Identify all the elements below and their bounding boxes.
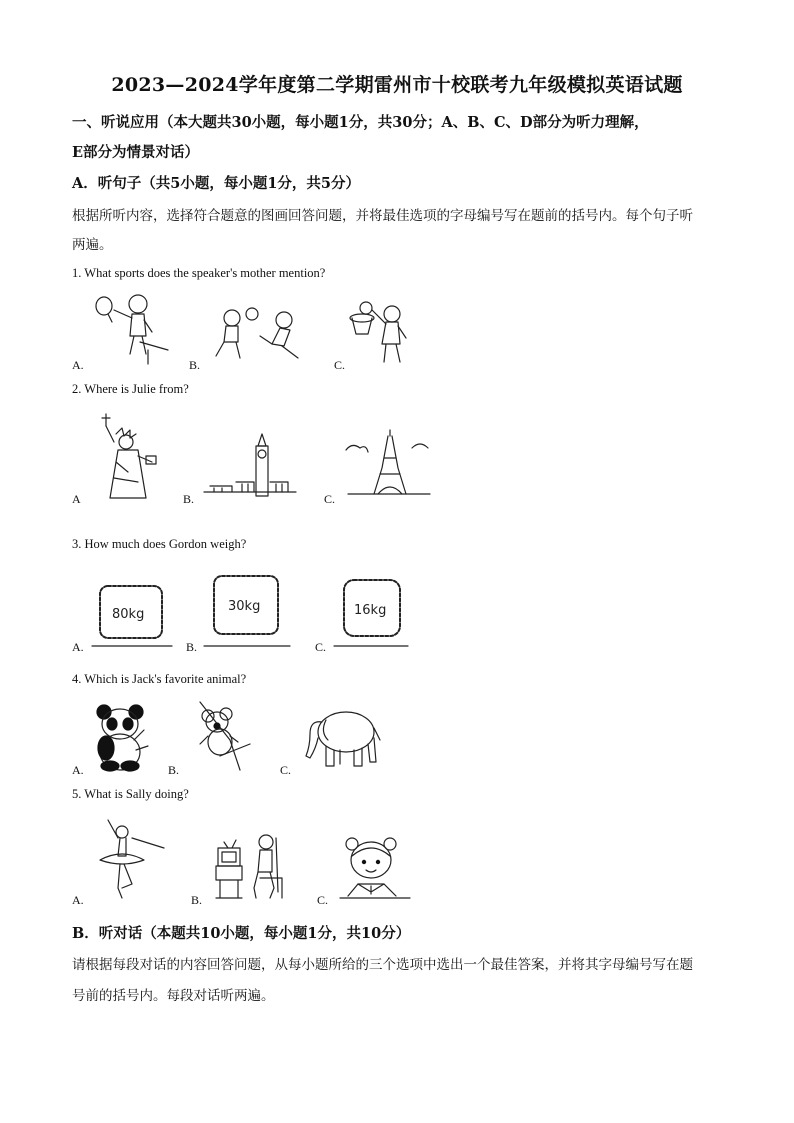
basketball-player-icon xyxy=(346,296,426,368)
statue-of-liberty-icon xyxy=(94,412,166,502)
weight-80kg-sign xyxy=(92,580,172,652)
part-b-heading: B．听对话（本题共10小题，每小题1分，共10分） xyxy=(72,925,411,942)
part-b-instruction-line-2: 号前的括号内。每段对话听两遍。 xyxy=(72,988,275,1004)
question-3-option-c: C. xyxy=(315,640,327,654)
question-2-option-a: A xyxy=(72,492,81,506)
question-5-text: 5. What is Sally doing? xyxy=(72,787,189,801)
weight-label-b: 30kg xyxy=(228,599,261,614)
table-tennis-player-icon xyxy=(90,292,170,367)
part-b-instruction-line-1: 请根据每段对话的内容回答问题，从每小题所给的三个选项中选出一个最佳答案，并将其字母编号写在题 xyxy=(72,957,693,973)
question-4-option-c: C. xyxy=(280,763,292,777)
question-3-option-a: A. xyxy=(72,640,84,654)
question-5-option-b: B. xyxy=(191,893,203,907)
question-2-option-b: B. xyxy=(183,492,195,506)
section-1-heading-line-2: E部分为情景对话） xyxy=(72,144,200,161)
panda-icon xyxy=(92,702,152,772)
weight-label-c: 16kg xyxy=(354,603,387,618)
question-3-text: 3. How much does Gordon weigh? xyxy=(72,537,247,551)
question-4-option-a: A. xyxy=(72,763,84,777)
koala-icon xyxy=(190,700,254,772)
elephant-icon xyxy=(300,706,384,772)
question-5-option-c: C. xyxy=(317,893,329,907)
girl-watching-tv-icon xyxy=(212,832,292,902)
weight-16kg-sign xyxy=(334,574,414,652)
big-ben-icon xyxy=(202,432,298,498)
question-3-option-b: B. xyxy=(186,640,198,654)
part-a-heading: A．听句子（共5小题，每小题1分，共5分） xyxy=(72,175,361,192)
section-1-heading-line-1: 一、听说应用（本大题共30小题，每小题1分，共30分；A、B、C、D部分为听力理解， xyxy=(72,114,649,131)
part-a-instruction-line-1: 根据所听内容，选择符合题意的图画回答问题，并将最佳选项的字母编号写在题前的括号内。每个句子听 xyxy=(72,208,693,224)
question-1-option-b: B. xyxy=(189,358,201,372)
part-a-instruction-line-2: 两遍。 xyxy=(72,237,113,253)
question-5-option-a: A. xyxy=(72,893,84,907)
question-2-text: 2. Where is Julie from? xyxy=(72,382,189,396)
weight-label-a: 80kg xyxy=(112,607,145,622)
eiffel-tower-icon xyxy=(338,428,434,500)
ballet-dancer-icon xyxy=(92,818,168,902)
question-1-option-c: C. xyxy=(334,358,346,372)
page-title: 2023—2024学年度第二学期雷州市十校联考九年级模拟英语试题 xyxy=(111,74,683,96)
question-1-option-a: A. xyxy=(72,358,84,372)
question-2-option-c: C. xyxy=(324,492,336,506)
question-1-text: 1. What sports does the speaker's mother mention? xyxy=(72,266,326,280)
girl-reading-icon xyxy=(338,834,414,902)
question-4-text: 4. Which is Jack's favorite animal? xyxy=(72,672,247,686)
question-4-option-b: B. xyxy=(168,763,180,777)
soccer-players-icon xyxy=(210,306,310,366)
weight-30kg-sign xyxy=(204,572,290,652)
